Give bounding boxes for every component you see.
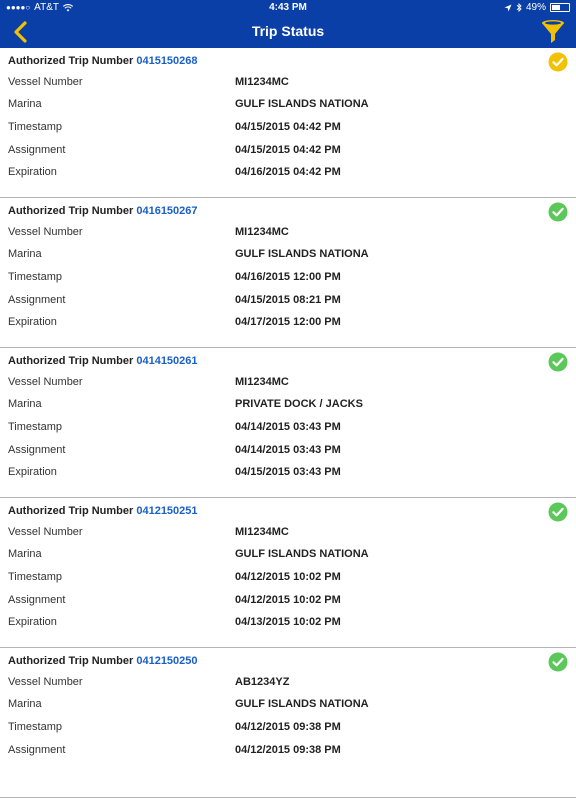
timestamp-value: 04/12/2015 10:02 PM	[235, 571, 341, 583]
assignment-value: 04/15/2015 04:42 PM	[235, 144, 341, 156]
trip-number-link[interactable]: 0416150267	[136, 205, 198, 217]
marina-label: Marina	[8, 398, 42, 410]
timestamp-value: 04/16/2015 12:00 PM	[235, 271, 341, 283]
trip-card[interactable]	[0, 498, 576, 648]
assignment-value: 04/12/2015 09:38 PM	[235, 744, 341, 756]
status-complete-icon	[548, 202, 568, 222]
funnel-icon	[538, 18, 568, 46]
timestamp-value: 04/12/2015 09:38 PM	[235, 721, 341, 733]
status-complete-icon	[548, 502, 568, 522]
assignment-label: Assignment	[8, 744, 66, 756]
timestamp-label: Timestamp	[8, 271, 62, 283]
status-bar-time: 4:43 PM	[269, 2, 307, 13]
trip-header	[8, 355, 198, 367]
trip-number-label: Authorized Trip Number	[8, 55, 134, 67]
marina-label: Marina	[8, 548, 42, 560]
marina-value: GULF ISLANDS NATIONA	[235, 98, 369, 110]
trip-number-link[interactable]: 0414150261	[136, 355, 198, 367]
trip-list	[0, 48, 576, 798]
vessel-label: Vessel Number	[8, 376, 83, 388]
bluetooth-icon	[516, 3, 522, 12]
assignment-label: Assignment	[8, 294, 66, 306]
trip-card[interactable]	[0, 48, 576, 198]
timestamp-value: 04/14/2015 03:43 PM	[235, 421, 341, 433]
marina-label: Marina	[8, 698, 42, 710]
timestamp-label: Timestamp	[8, 721, 62, 733]
trip-number-label: Authorized Trip Number	[8, 505, 134, 517]
vessel-value: MI1234MC	[235, 526, 289, 538]
trip-header	[8, 55, 198, 67]
trip-header	[8, 205, 198, 217]
trip-number-label: Authorized Trip Number	[8, 205, 134, 217]
marina-value: GULF ISLANDS NATIONA	[235, 548, 369, 560]
vessel-value: MI1234MC	[235, 76, 289, 88]
status-bar-right	[504, 2, 570, 13]
trip-card[interactable]	[0, 648, 576, 798]
expiration-label: Expiration	[8, 616, 57, 628]
nav-bar	[0, 15, 576, 48]
page-title: Trip Status	[251, 23, 325, 39]
expiration-value: 04/17/2015 12:00 PM	[235, 316, 341, 328]
expiration-value: 04/15/2015 03:43 PM	[235, 466, 341, 478]
expiration-value: 04/16/2015 04:42 PM	[235, 166, 341, 178]
expiration-label: Expiration	[8, 466, 57, 478]
timestamp-label: Timestamp	[8, 121, 62, 133]
timestamp-value: 04/15/2015 04:42 PM	[235, 121, 341, 133]
trip-number-label: Authorized Trip Number	[8, 655, 134, 667]
trip-number-link[interactable]: 0412150251	[136, 505, 198, 517]
trip-number-link[interactable]: 0412150250	[136, 655, 198, 667]
assignment-label: Assignment	[8, 444, 66, 456]
location-icon	[504, 4, 512, 12]
trip-number-link[interactable]: 0415150268	[136, 55, 198, 67]
vessel-label: Vessel Number	[8, 226, 83, 238]
status-bar	[0, 0, 576, 15]
filter-button[interactable]	[538, 18, 568, 46]
assignment-value: 04/12/2015 10:02 PM	[235, 594, 341, 606]
trip-card[interactable]	[0, 348, 576, 498]
vessel-label: Vessel Number	[8, 676, 83, 688]
timestamp-label: Timestamp	[8, 571, 62, 583]
signal-strength-icon: ●●●●○	[6, 3, 31, 12]
vessel-label: Vessel Number	[8, 526, 83, 538]
assignment-label: Assignment	[8, 594, 66, 606]
trip-number-label: Authorized Trip Number	[8, 355, 134, 367]
trip-header	[8, 505, 198, 517]
battery-icon	[550, 3, 570, 12]
assignment-value: 04/15/2015 08:21 PM	[235, 294, 341, 306]
marina-value: PRIVATE DOCK / JACKS	[235, 398, 363, 410]
trip-header	[8, 655, 198, 667]
timestamp-label: Timestamp	[8, 421, 62, 433]
marina-label: Marina	[8, 98, 42, 110]
status-complete-icon	[548, 652, 568, 672]
assignment-value: 04/14/2015 03:43 PM	[235, 444, 341, 456]
trip-card[interactable]	[0, 198, 576, 348]
marina-value: GULF ISLANDS NATIONA	[235, 248, 369, 260]
status-pending-icon	[548, 52, 568, 72]
vessel-value: AB1234YZ	[235, 676, 290, 688]
expiration-value: 04/13/2015 10:02 PM	[235, 616, 341, 628]
vessel-value: MI1234MC	[235, 376, 289, 388]
expiration-label: Expiration	[8, 316, 57, 328]
status-complete-icon	[548, 352, 568, 372]
carrier-label: AT&T	[34, 2, 59, 13]
vessel-value: MI1234MC	[235, 226, 289, 238]
assignment-label: Assignment	[8, 144, 66, 156]
battery-percent: 49%	[525, 2, 546, 13]
expiration-label: Expiration	[8, 166, 57, 178]
marina-label: Marina	[8, 248, 42, 260]
marina-value: GULF ISLANDS NATIONA	[235, 698, 369, 710]
vessel-label: Vessel Number	[8, 76, 83, 88]
